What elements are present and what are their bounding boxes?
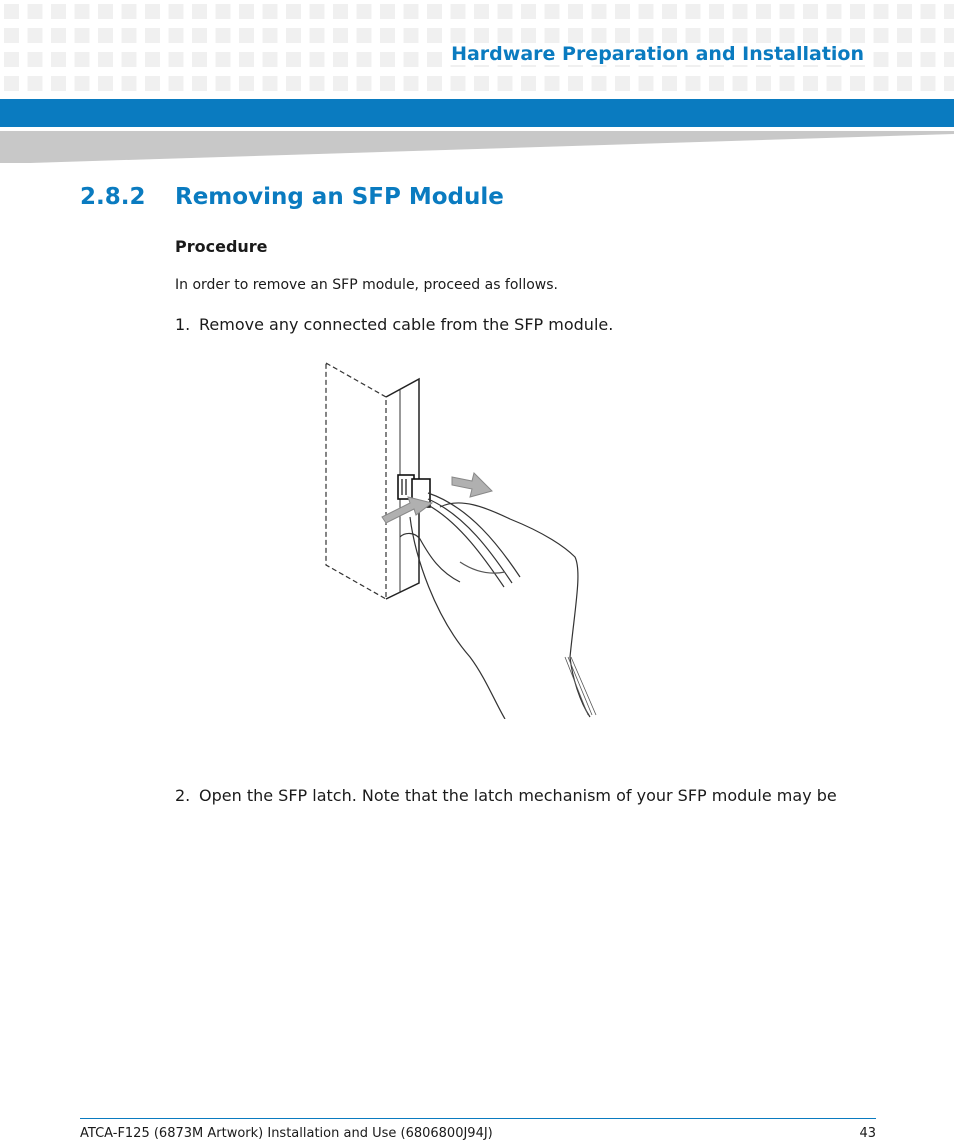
procedure-step: [175, 315, 613, 334]
procedure-step: [175, 786, 837, 805]
section-title: Removing an SFP Module: [175, 184, 504, 210]
section-number: 2.8.2: [80, 184, 146, 210]
step-text: Remove any connected cable from the SFP module.: [199, 315, 614, 334]
footer-rule: [80, 1118, 876, 1119]
procedure-heading: Procedure: [175, 237, 268, 256]
footer-document-title: ATCA-F125 (6873M Artwork) Installation and Use (6806800J94J): [80, 1126, 493, 1141]
step-text: Open the SFP latch. Note that the latch mechanism of your SFP module may be: [199, 786, 837, 805]
step-number: 2.: [175, 786, 191, 805]
sfp-removal-illustration: [320, 357, 610, 719]
page-number: 43: [859, 1126, 876, 1141]
procedure-intro: In order to remove an SFP module, proceed as follows.: [175, 277, 558, 293]
running-header-title: Hardware Preparation and Installation: [443, 43, 872, 65]
header-grey-wedge: [0, 131, 954, 163]
header-blue-bar: [0, 99, 954, 127]
step-number: 1.: [175, 315, 191, 334]
